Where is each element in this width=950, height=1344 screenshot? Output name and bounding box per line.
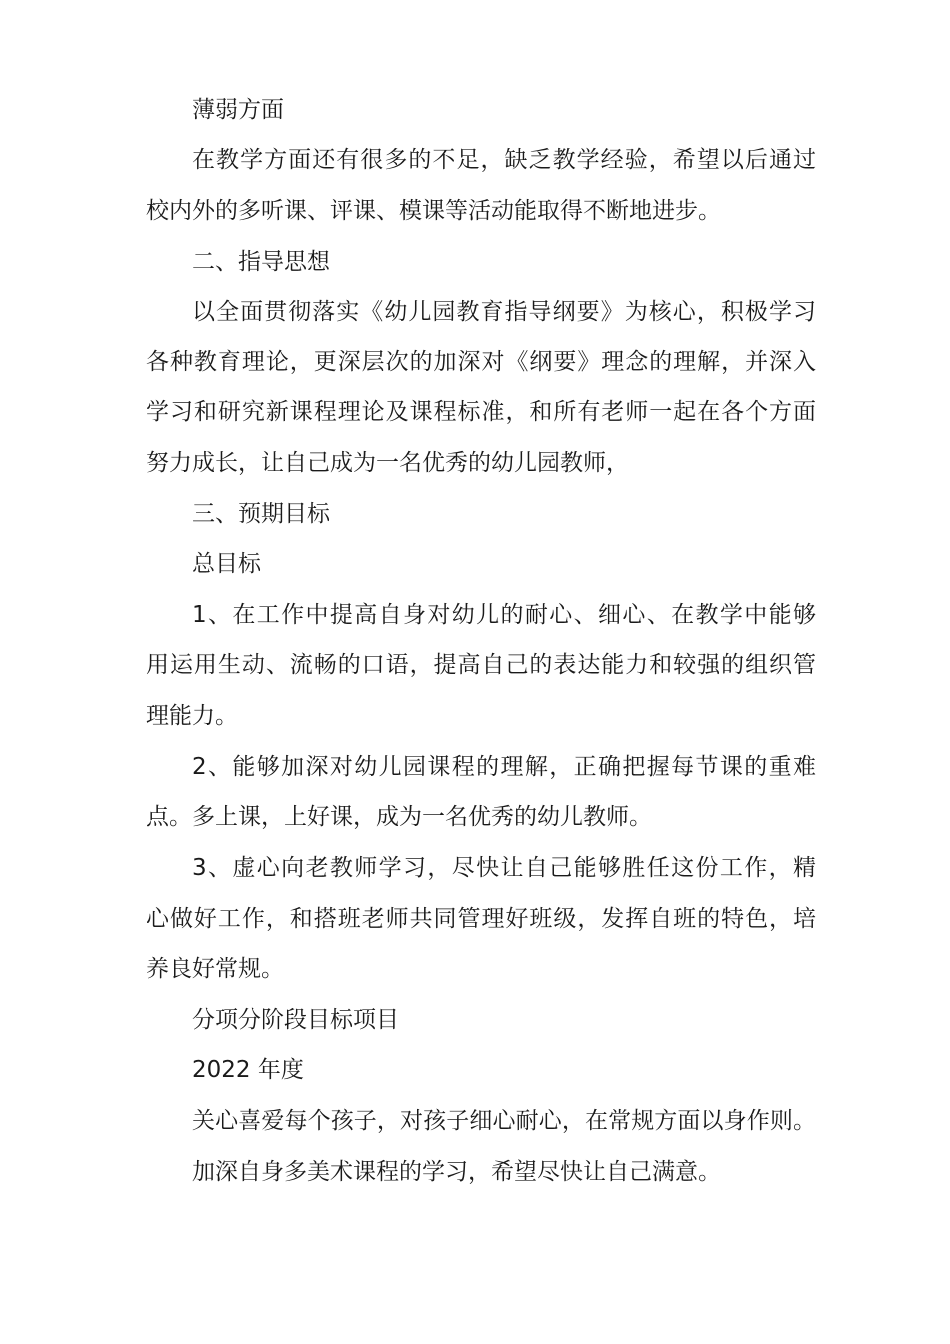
year-label: 2022 年度: [192, 1057, 304, 1083]
subheading: 分项分阶段目标项目: [192, 1007, 399, 1033]
text-line: 在教学方面还有很多的不足，缺乏教学经验，希望以后通过: [192, 147, 816, 173]
text-line: 加深自身多美术课程的学习，希望尽快让自己满意。: [192, 1159, 721, 1185]
subheading: 总目标: [192, 551, 261, 577]
text-line: 学习和研究新课程理论及课程标准，和所有老师一起在各个方面: [146, 399, 816, 425]
text-line: 3、虚心向老教师学习，尽快让自己能够胜任这份工作，精: [192, 855, 816, 881]
text-line: 薄弱方面: [192, 97, 284, 123]
section-heading: 三、预期目标: [192, 501, 330, 527]
text-line: 理能力。: [146, 703, 238, 729]
text-line: 努力成长，让自己成为一名优秀的幼儿园教师，: [146, 450, 629, 476]
text-line: 关心喜爱每个孩子，对孩子细心耐心，在常规方面以身作则。: [192, 1108, 816, 1134]
text-line: 2、能够加深对幼儿园课程的理解，正确把握每节课的重难: [192, 754, 816, 780]
section-heading: 二、指导思想: [192, 249, 330, 275]
text-line: 各种教育理论，更深层次的加深对《纲要》理念的理解，并深入: [146, 349, 816, 375]
text-line: 点。多上课，上好课，成为一名优秀的幼儿教师。: [146, 804, 652, 830]
text-line: 养良好常规。: [146, 956, 284, 982]
text-line: 校内外的多听课、评课、模课等活动能取得不断地进步。: [146, 198, 721, 224]
text-line: 1、在工作中提高自身对幼儿的耐心、细心、在教学中能够: [192, 602, 816, 628]
text-line: 用运用生动、流畅的口语，提高自己的表达能力和较强的组织管: [146, 652, 816, 678]
text-line: 心做好工作，和搭班老师共同管理好班级，发挥自班的特色，培: [146, 906, 816, 932]
text-line: 以全面贯彻落实《幼儿园教育指导纲要》为核心，积极学习: [192, 299, 816, 325]
